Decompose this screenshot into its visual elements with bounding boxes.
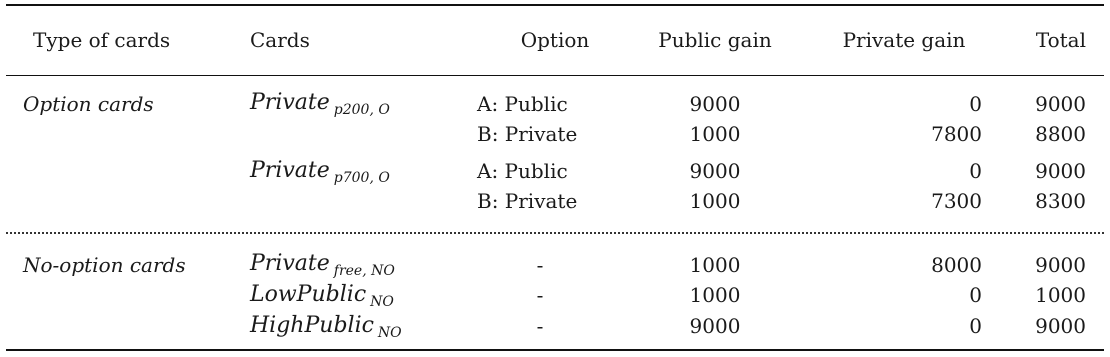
card-name: HighPublic $_{NO}$ (250, 313, 402, 341)
header-rule (6, 75, 1104, 76)
public-gain-cell: 9000 (689, 159, 741, 183)
total-cell: 8300 (1035, 189, 1086, 213)
header-cards: Cards (250, 28, 310, 52)
total-cell: 1000 (1035, 283, 1086, 307)
card-subscript: p700, O (333, 170, 390, 186)
public-gain-cell: 9000 (689, 92, 741, 116)
total-cell: 9000 (1035, 314, 1086, 338)
private-gain-cell: 0 (969, 92, 982, 116)
option-cell: - (536, 283, 544, 307)
private-gain-cell: 0 (969, 314, 982, 338)
card-name: Private $_{p200, O}$ (250, 90, 390, 118)
option-cell: - (536, 314, 544, 338)
table-top-rule (6, 4, 1104, 6)
card-name: LowPublic $_{NO}$ (250, 282, 394, 310)
public-gain-cell: 1000 (689, 253, 741, 277)
card-subscript: free, NO (333, 263, 395, 279)
private-gain-cell: 0 (969, 283, 982, 307)
card-subscript: NO (377, 325, 402, 341)
option-cell: B: Private (477, 122, 578, 146)
group-label-no-option-cards: No-option cards (23, 253, 186, 277)
option-cell: - (536, 253, 544, 277)
table-bottom-rule (6, 349, 1104, 351)
total-cell: 9000 (1035, 253, 1086, 277)
private-gain-cell: 7300 (931, 189, 982, 213)
public-gain-cell: 9000 (689, 314, 741, 338)
group-separator-dotted (6, 232, 1104, 234)
header-private-gain: Private gain (842, 28, 966, 52)
private-gain-cell: 0 (969, 159, 982, 183)
option-cell: A: Public (477, 159, 568, 183)
total-cell: 9000 (1035, 92, 1086, 116)
group-label-option-cards: Option cards (23, 92, 154, 116)
header-option: Option (520, 28, 590, 52)
option-cell: B: Private (477, 189, 578, 213)
header-total: Total (1035, 28, 1086, 52)
header-type-of-cards: Type of cards (33, 28, 171, 52)
card-subscript: p200, O (333, 102, 390, 118)
header-public-gain: Public gain (658, 28, 772, 52)
private-gain-cell: 8000 (931, 253, 982, 277)
total-cell: 8800 (1035, 122, 1086, 146)
public-gain-cell: 1000 (689, 122, 741, 146)
private-gain-cell: 7800 (931, 122, 982, 146)
card-name: Private $_{free, NO}$ (250, 251, 395, 279)
public-gain-cell: 1000 (689, 283, 741, 307)
total-cell: 9000 (1035, 159, 1086, 183)
public-gain-cell: 1000 (689, 189, 741, 213)
card-subscript: NO (370, 294, 394, 310)
card-name: Private $_{p700, O}$ (250, 158, 390, 186)
option-cell: A: Public (477, 92, 568, 116)
